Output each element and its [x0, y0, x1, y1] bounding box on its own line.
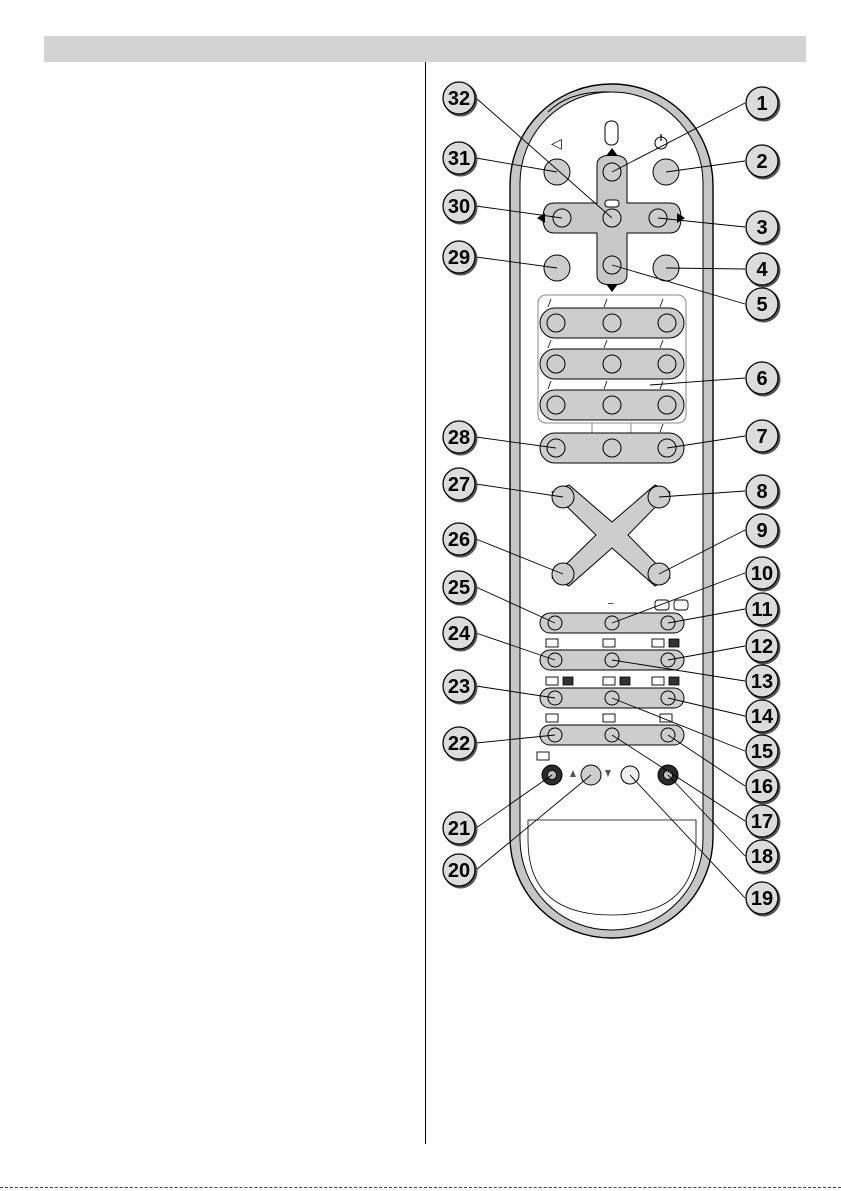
ok-icon — [605, 200, 619, 207]
teletext-icon — [537, 752, 549, 760]
callout-30 — [443, 190, 478, 225]
callout-number: 8 — [756, 481, 768, 503]
callout-number: 22 — [447, 733, 471, 755]
callout-22 — [443, 727, 478, 762]
remote-button-r3c3[interactable] — [658, 396, 676, 414]
callout-8 — [746, 475, 781, 510]
callout-number: 20 — [447, 860, 471, 882]
remote-button-r3c1[interactable] — [547, 396, 565, 414]
callout-number: 12 — [750, 636, 774, 658]
callout-2 — [746, 145, 781, 180]
teletext-mode-icon — [669, 639, 679, 647]
callout-number: 11 — [751, 599, 773, 621]
remote-button-r1c3[interactable] — [658, 314, 676, 332]
teletext-icon — [546, 714, 558, 722]
callout-32 — [443, 82, 478, 117]
callout-number: 4 — [756, 259, 768, 281]
callout-10 — [746, 557, 781, 592]
callout-21 — [443, 812, 478, 847]
callout-5 — [746, 288, 781, 323]
teletext-icon — [546, 639, 558, 647]
callout-number: 15 — [750, 741, 774, 763]
callout-number: 17 — [750, 811, 774, 833]
callout-number: 30 — [447, 196, 471, 218]
remote-button-r1c1[interactable] — [547, 314, 565, 332]
dash-label: – — [608, 598, 614, 609]
callout-20 — [443, 854, 478, 889]
callout-12 — [746, 630, 781, 665]
callout-17 — [746, 805, 781, 840]
callout-number: 1 — [756, 93, 768, 115]
callout-number: 31 — [447, 148, 471, 170]
teletext-mode-icon — [669, 677, 679, 685]
teletext-icon — [603, 714, 615, 722]
teletext-mode-icon — [563, 677, 573, 685]
callout-number: 27 — [447, 474, 471, 496]
callout-19 — [746, 882, 781, 917]
callout-23 — [443, 670, 478, 705]
callout-7 — [746, 420, 781, 455]
callout-number: 19 — [750, 888, 774, 910]
callout-number: 14 — [750, 706, 774, 728]
callout-6 — [746, 362, 781, 397]
callout-number: 21 — [447, 818, 471, 840]
callout-number: 24 — [447, 623, 471, 645]
callout-16 — [746, 770, 781, 805]
remote-button-r2c2[interactable] — [603, 355, 621, 373]
callout-24 — [443, 617, 478, 652]
callout-31 — [443, 142, 478, 177]
callout-11 — [746, 593, 781, 628]
callout-26 — [443, 523, 478, 558]
screen-format-icon — [655, 600, 669, 610]
callout-number: 28 — [447, 427, 471, 449]
callout-28 — [443, 421, 478, 456]
callout-number: 6 — [756, 368, 768, 390]
callout-27 — [443, 468, 478, 503]
remote-button-r1c2[interactable] — [603, 314, 621, 332]
page-bottom-rule — [0, 1187, 841, 1188]
remote-button-r2c3[interactable] — [658, 355, 676, 373]
callout-29 — [443, 241, 478, 276]
callout-number: 16 — [750, 776, 774, 798]
teletext-icon — [546, 677, 558, 685]
callout-number: 25 — [447, 577, 471, 599]
remote-button-r4c2[interactable] — [603, 439, 621, 457]
callout-number: 13 — [750, 671, 774, 693]
callout-9 — [746, 514, 781, 549]
callout-15 — [746, 735, 781, 770]
callout-13 — [746, 665, 781, 700]
callout-number: 23 — [447, 676, 471, 698]
callout-1 — [746, 87, 781, 122]
callout-number: 3 — [756, 217, 768, 239]
callout-3 — [746, 211, 781, 246]
callout-number: 18 — [750, 846, 774, 868]
callout-number: 29 — [447, 247, 471, 269]
screen-format-icon-2 — [674, 600, 688, 610]
callout-number: 7 — [756, 426, 768, 448]
callout-number: 2 — [756, 151, 768, 173]
callout-number: 26 — [447, 529, 471, 551]
callout-14 — [746, 700, 781, 735]
callout-4 — [746, 253, 781, 288]
remote-button-r3c2[interactable] — [603, 396, 621, 414]
teletext-mode-icon — [620, 677, 630, 685]
mute-icon: ◁ — [551, 136, 562, 152]
teletext-icon — [652, 639, 664, 647]
teletext-icon — [652, 677, 664, 685]
callout-25 — [443, 571, 478, 606]
callout-number: 9 — [756, 520, 768, 542]
callout-number: 10 — [750, 563, 774, 585]
callout-number: 32 — [447, 88, 471, 110]
ir-window — [605, 121, 618, 145]
callout-18 — [746, 840, 781, 875]
teletext-icon — [603, 677, 615, 685]
remote-button-r2c1[interactable] — [547, 355, 565, 373]
callout-number: 5 — [756, 294, 768, 316]
teletext-icon — [603, 639, 615, 647]
